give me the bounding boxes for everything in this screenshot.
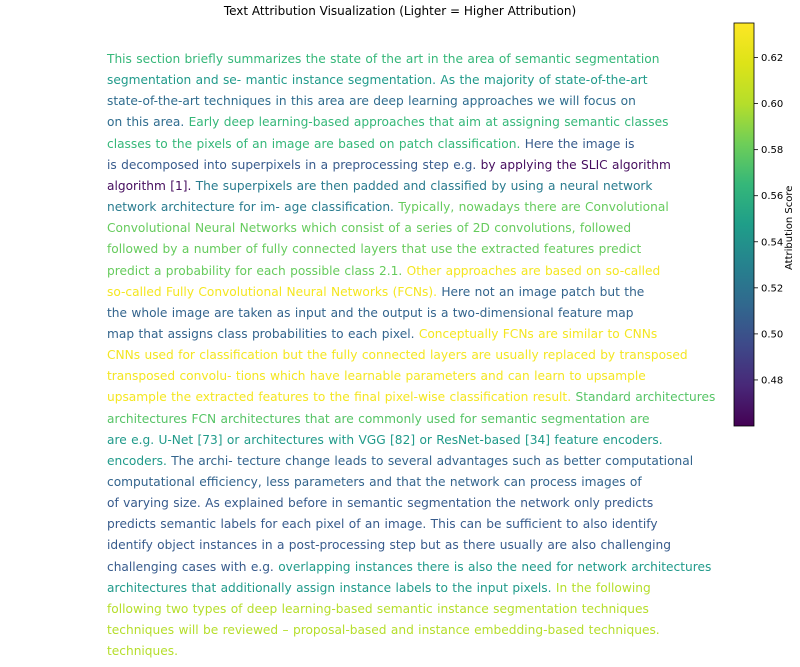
text-segment: are e.g. U-Net [73] or architectures with VGG [82] or ResNet-based [34] feature encoders. xyxy=(107,432,663,447)
text-segment: The superpixels are then padded and classified by using a neural network xyxy=(195,178,653,193)
colorbar-tick-label: 0.58 xyxy=(761,145,784,157)
text-segment: The archi- tecture change leads to several advantages such as better computational xyxy=(171,453,694,468)
text-segment: This section briefly summarizes the state of the art in the area of semantic segmentation xyxy=(107,52,660,66)
text-segment: architectures FCN architectures that are commonly used for semantic segmentation are xyxy=(107,411,650,426)
text-segment: CNNs used for classification but the fully connected layers are usually replaced by transposed xyxy=(107,348,688,363)
text-segment: on this area. xyxy=(107,115,189,130)
text-segment: Conceptually FCNs are similar to CNNs xyxy=(418,326,658,341)
text-segment: the whole image are taken as input and the output is a two-dimensional feature map xyxy=(107,305,634,320)
text-segment: techniques. xyxy=(107,644,178,659)
text-segment: of varying size. As explained before in semantic segmentation the network only predicts xyxy=(107,496,654,511)
text-segment: upsample the extracted features to the final pixel-wise classification result. xyxy=(107,390,576,405)
text-segment: overlapping instances there is also the need for network architectures xyxy=(278,559,712,574)
text-segment: architectures that additionally assign instance labels to the input pixels. xyxy=(107,580,556,595)
colorbar-tick-label: 0.60 xyxy=(761,99,784,111)
colorbar-tick-label: 0.62 xyxy=(761,53,784,65)
text-segment: identify object instances in a post-processing step but as there usually are also challenging xyxy=(107,538,671,553)
text-segment: Here the image is xyxy=(524,136,635,151)
text-segment: challenging cases with e.g. xyxy=(107,559,279,574)
text-segment: Standard architectures xyxy=(575,390,716,405)
text-segment: Early deep learning-based approaches that aim at assigning semantic classes xyxy=(188,115,669,130)
colorbar-tick-label: 0.54 xyxy=(761,237,784,249)
text-segment: Typically, nowadays there are Convolutional xyxy=(398,200,669,215)
text-segment: techniques will be reviewed – proposal-based and instance embedding-based techniques. xyxy=(107,623,660,638)
colorbar-tick-label: 0.50 xyxy=(761,329,784,341)
text-segment: classes to the pixels of an image are based on patch classification. xyxy=(107,136,525,151)
text-segment: predicts semantic labels for each pixel of an image. This can be sufficient to also identify xyxy=(107,517,658,532)
colorbar-tick-label: 0.48 xyxy=(761,375,784,387)
colorbar-label: Attribution Score xyxy=(784,185,795,270)
text-segment: by applying the SLIC algorithm xyxy=(480,157,671,172)
colorbar-tick-label: 0.52 xyxy=(761,283,784,295)
text-segment: Convolutional Neural Networks which consist of a series of 2D convolutions, followed xyxy=(107,221,632,236)
text-segment: segmentation and se- mantic instance segmentation. As the majority of state-of-the-art xyxy=(107,73,648,88)
text-segment: algorithm [1]. xyxy=(107,178,196,193)
text-segment: In the following xyxy=(555,580,651,595)
text-segment: state-of-the-art techniques in this area are deep learning approaches we will focus on xyxy=(107,94,636,109)
text-segment: Here not an image patch but the xyxy=(441,284,645,299)
colorbar-ticks xyxy=(754,53,783,386)
text-segment: following two types of deep learning-based semantic instance segmentation techniques xyxy=(107,601,649,616)
colorbar-tick-label: 0.56 xyxy=(761,191,784,203)
text-segment: transposed convolu- tions which have learnable parameters and can learn to upsample xyxy=(107,369,646,384)
text-segment: map that assigns class probabilities to each pixel. xyxy=(107,326,419,341)
colorbar-gradient xyxy=(734,23,754,426)
text-segment: is decomposed into superpixels in a preprocessing step e.g. xyxy=(107,157,481,172)
text-segment: so-called Fully Convolutional Neural Networks (FCNs). xyxy=(107,284,442,299)
text-segment: computational efficiency, less parameters and that the network can process images of xyxy=(107,475,642,489)
text-segment: followed by a number of fully connected layers that use the extracted features predict xyxy=(107,242,642,257)
text-segment: predict a probability for each possible class 2.1. xyxy=(107,263,407,278)
text-segment: encoders. xyxy=(107,453,172,468)
chart-title: Text Attribution Visualization (Lighter = Higher Attribution) xyxy=(223,4,577,18)
text-segment: Other approaches are based on so-called xyxy=(406,263,661,278)
text-segment: network architecture for im- age classification. xyxy=(107,200,399,215)
